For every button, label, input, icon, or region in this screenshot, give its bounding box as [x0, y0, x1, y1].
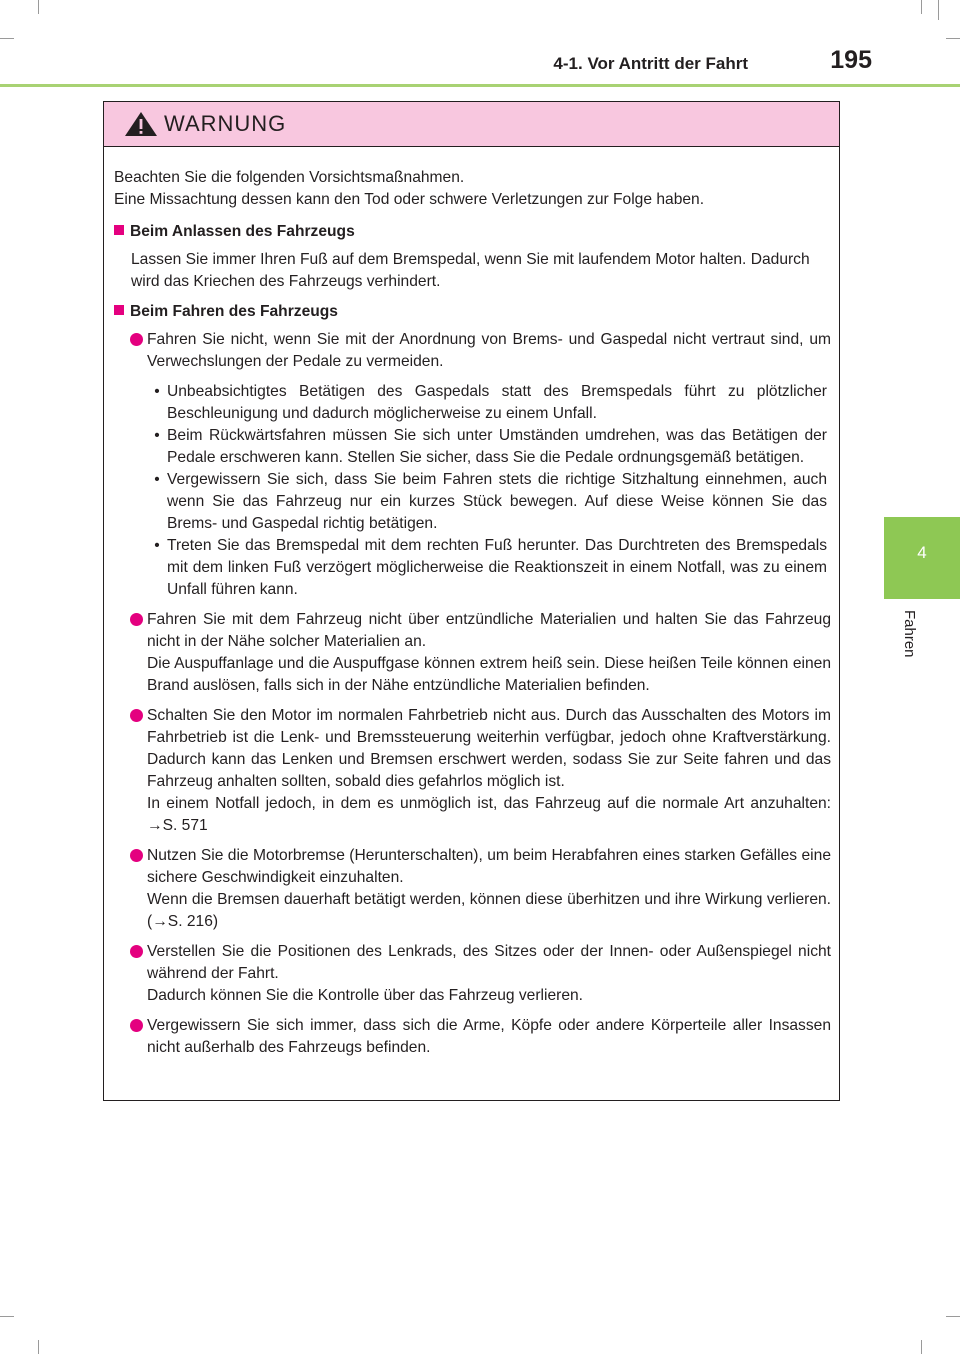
circle-bullet-icon [130, 1019, 143, 1032]
crop-mark [938, 0, 939, 20]
warning-intro [114, 167, 831, 211]
bullet-paragraph: Nutzen Sie die Motorbremse (Herunterschalten), um beim Herabfahren eines starken Gefälles eine sichere Geschwindigkeit einzuhalten. [147, 847, 831, 886]
sub-list [147, 381, 831, 601]
circle-bullet-icon [130, 709, 143, 722]
intro-line: Beachten Sie die folgenden Vorsichtsmaßnahmen. [114, 169, 465, 186]
bullet-paragraph: Vergewissern Sie sich immer, dass sich die Arme, Köpfe oder andere Körperteile aller Insassen nicht außerhalb des Fahrzeugs befinden. [147, 1017, 831, 1056]
crop-mark [921, 1340, 922, 1354]
sub-list-item [147, 425, 831, 469]
chapter-tab [884, 517, 960, 599]
bullet-paragraph: Dadurch können Sie die Kontrolle über das Fahrzeug verlieren. [147, 987, 584, 1004]
warning-header [104, 102, 839, 147]
sub-list-text: Beim Rückwärtsfahren müssen Sie sich unter Umständen umdrehen, was das Betätigen der Pedale erschweren kann. Stellen Sie sicher, dass Sie die Pedale ordnungsgemäß betätigen. [167, 427, 827, 466]
bullet-paragraph: Fahren Sie mit dem Fahrzeug nicht über entzündliche Materialien und halten Sie das Fahrzeug nicht in der Nähe solcher Materialien an. [147, 611, 831, 650]
list-item [114, 845, 831, 933]
header-rule [0, 84, 960, 87]
sub-list-text: Treten Sie das Bremspedal mit dem rechten Fuß herunter. Das Durchtreten des Bremspedals mit dem linken Fuß verzögert möglicherweise die Reaktionszeit in einem Notfall, was zu einem Unfall führen kann. [167, 537, 827, 598]
sub-list-text: Unbeabsichtigtes Betätigen des Gaspedals statt des Bremspedals führt zu plötzlicher Beschleunigung und dadurch möglicherweise zu einem Unfall. [167, 383, 827, 422]
bullet-paragraph: In einem Notfall jedoch, in dem es unmöglich ist, das Fahrzeug auf die normale Art anzuhalten: →S. 571 [147, 795, 831, 834]
paragraph: Lassen Sie immer Ihren Fuß auf dem Bremspedal, wenn Sie mit laufendem Motor halten. Dadurch wird das Kriechen des Fahrzeugs verhindert. [131, 251, 810, 290]
square-bullet-icon [114, 305, 124, 315]
crop-mark [921, 0, 922, 14]
bullet-paragraph: Schalten Sie den Motor im normalen Fahrbetrieb nicht aus. Durch das Ausschalten des Motors im Fahrbetrieb ist die Lenk- und Bremssteuerung weiterhin verfügbar, jedoch ohne Kraftverstärkung. Dadurch kann das Lenken und Bremsen erschwert werden, sodass Sie zur Seite fahren und das Fahrzeug anhalten sollten, sobald dies gefahrlos möglich ist. [147, 707, 831, 790]
circle-bullet-icon [130, 945, 143, 958]
bullet-paragraph: Die Auspuffanlage und die Auspuffgase können extrem heiß sein. Diese heißen Teile können einen Brand auslösen, falls sich in der Nähe entzündliche Materialien befinden. [147, 655, 831, 694]
crop-mark [0, 38, 14, 39]
bullet-paragraph: Wenn die Bremsen dauerhaft betätigt werden, können diese überhitzen und ihre Wirkung verlieren. (→S. 216) [147, 891, 831, 930]
sub-list-item [147, 535, 831, 601]
dot-mark-icon: • [154, 427, 160, 444]
warning-body [104, 147, 839, 1059]
warning-title: WARNUNG [164, 111, 287, 136]
chapter-label: Fahren [901, 610, 918, 658]
section-heading [114, 301, 831, 323]
crop-mark [0, 1316, 14, 1317]
crop-mark [946, 38, 960, 39]
sub-list-item [147, 469, 831, 535]
list-item [114, 1015, 831, 1059]
warning-triangle-icon [124, 111, 158, 137]
crop-mark [946, 1316, 960, 1317]
circle-bullet-icon [130, 613, 143, 626]
dot-mark-icon: • [154, 383, 160, 400]
dot-mark-icon: • [154, 537, 160, 554]
list-item [114, 705, 831, 837]
bullet-paragraph: Fahren Sie nicht, wenn Sie mit der Anordnung von Brems- und Gaspedal nicht vertraut sind, um Verwechslungen der Pedale zu vermeiden. [147, 331, 831, 370]
dot-mark-icon: • [154, 471, 160, 488]
page-number: 195 [830, 46, 872, 74]
sub-list-text: Vergewissern Sie sich, dass Sie beim Fahren stets die richtige Sitzhaltung einnehmen, auch wenn Sie das Fahrzeug nur ein kurzes Stück bewegen. Auf diese Weise können Sie das Brems- und Gaspedal richtig betätigen. [167, 471, 827, 532]
list-item [114, 329, 831, 601]
bullet-paragraph: Verstellen Sie die Positionen des Lenkrads, des Sitzes oder der Innen- oder Außenspiegel nicht während der Fahrt. [147, 943, 831, 982]
list-item [114, 941, 831, 1007]
crop-mark [38, 1340, 39, 1354]
intro-line: Eine Missachtung dessen kann den Tod oder schwere Verletzungen zur Folge haben. [114, 191, 705, 208]
section-header: 4-1. Vor Antritt der Fahrt [553, 54, 748, 73]
square-bullet-icon [114, 225, 124, 235]
crop-mark [38, 0, 39, 14]
circle-bullet-icon [130, 849, 143, 862]
list-item [114, 609, 831, 697]
section-heading [114, 221, 831, 243]
section-heading-text: Beim Anlassen des Fahrzeugs [130, 223, 355, 240]
sub-list-item [147, 381, 831, 425]
chapter-number: 4 [917, 543, 927, 562]
circle-bullet-icon [130, 333, 143, 346]
warning-box [103, 101, 840, 1101]
section-heading-text: Beim Fahren des Fahrzeugs [130, 303, 338, 320]
